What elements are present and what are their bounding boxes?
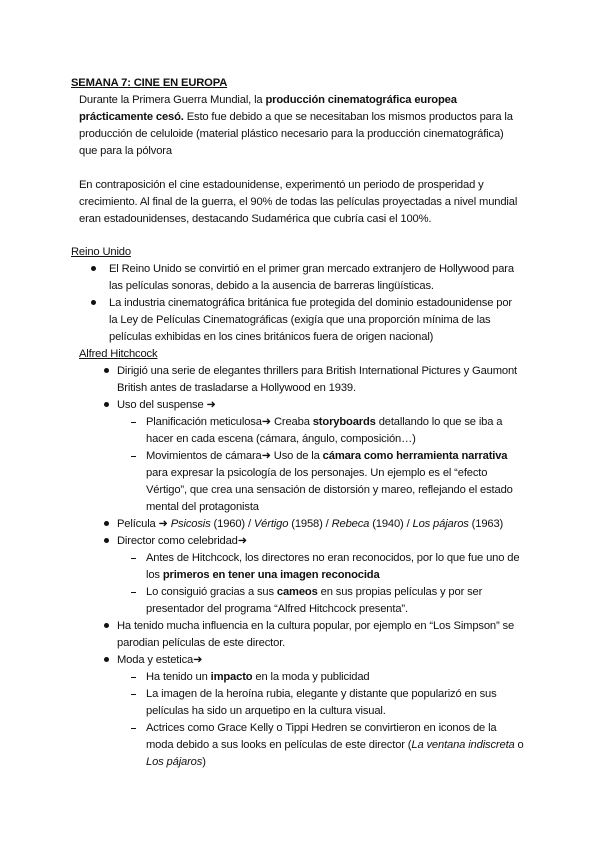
list-item: Los pájaros) <box>146 756 206 768</box>
intro-line: En contraposición el cine estadounidense, experimentó un periodo de prosperidad y <box>79 179 484 191</box>
dash-icon <box>131 677 136 678</box>
list-item: mental del protagonista <box>146 501 259 513</box>
intro-line: que para la pólvora <box>79 145 172 157</box>
dash-icon <box>131 422 136 423</box>
dash-icon <box>131 728 136 729</box>
bullet-icon <box>104 521 109 526</box>
list-item: Ha tenido un impacto en la moda y publicidad <box>146 671 370 683</box>
intro-line: Durante la Primera Guerra Mundial, la producción cinematográfica europea <box>79 94 457 106</box>
list-item: Lo consiguió gracias a sus cameos en sus propias películas y por ser <box>146 586 483 598</box>
list-item: British antes de trasladarse a Hollywood en 1939. <box>117 382 356 394</box>
section-heading-hitchcock: Alfred Hitchcock <box>79 348 158 360</box>
bullet-icon <box>104 623 109 628</box>
list-item: Planificación meticulosa➜ Creaba storyboards detallando lo que se iba a <box>146 416 503 428</box>
bullet-icon <box>104 538 109 543</box>
list-item: Actrices como Grace Kelly o Tippi Hedren se convirtieron en iconos de la <box>146 722 497 734</box>
intro-line: eran estadounidenses, destacando Sudamérica que cubría casi el 100%. <box>79 213 432 225</box>
bullet-icon <box>104 368 109 373</box>
intro-line: prácticamente cesó. Esto fue debido a que se necesitaban los mismos productos para la <box>79 111 513 123</box>
page-title: SEMANA 7: CINE EN EUROPA <box>71 77 228 89</box>
list-item: Director como celebridad➜ <box>117 535 247 547</box>
list-item: Película ➜ Psicosis (1960) / Vértigo (1958) / Rebeca (1940) / Los pájaros (1963) <box>117 518 504 530</box>
list-item: Dirigió una serie de elegantes thrillers para British International Pictures y Gaumont <box>117 365 518 377</box>
list-item: hacer en cada escena (cámara, ángulo, composición…) <box>146 433 416 445</box>
intro-line: crecimiento. Al final de la guerra, el 90% de todas las películas proyectadas a nivel mundial <box>79 196 518 208</box>
list-item: películas ha sido un arquetipo en la cultura visual. <box>146 705 386 717</box>
list-item: para expresar la psicología de los personajes. Un ejemplo es el “efecto <box>146 467 488 479</box>
list-item: La industria cinematográfica británica fue protegida del dominio estadounidense por <box>109 297 512 309</box>
dash-icon <box>131 694 136 695</box>
dash-icon <box>131 558 136 559</box>
list-item: La imagen de la heroína rubia, elegante y distante que popularizó en sus <box>146 688 497 700</box>
bullet-icon <box>104 657 109 662</box>
list-item: presentador del programa “Alfred Hitchcock presenta”. <box>146 603 408 615</box>
list-item: Moda y estetica➜ <box>117 654 203 666</box>
dash-icon <box>131 456 136 457</box>
list-item: Vértigo”, que crea una sensación de distorsión y mareo, reflejando el estado <box>146 484 513 496</box>
bullet-icon <box>91 266 96 271</box>
list-item: la Ley de Películas Cinematográficas (exigía que una proporción mínima de las <box>109 314 491 326</box>
list-item: los primeros en tener una imagen reconocida <box>146 569 380 581</box>
list-item: Movimientos de cámara➜ Uso de la cámara como herramienta narrativa <box>146 450 508 462</box>
bullet-icon <box>104 402 109 407</box>
list-item: películas exhibidas en los cines británicos fuera de origen nacional) <box>109 331 434 343</box>
list-item: Antes de Hitchcock, los directores no eran reconocidos, por lo que fue uno de <box>146 552 520 564</box>
dash-icon <box>131 592 136 593</box>
list-item: las películas sonoras, debido a la ausencia de barreras lingüísticas. <box>109 280 434 292</box>
list-item: parodian películas de este director. <box>117 637 286 649</box>
list-item: Uso del suspense ➜ <box>117 399 216 411</box>
section-heading-reino-unido: Reino Unido <box>71 246 131 258</box>
intro-line: producción de celuloide (material plástico necesario para la producción cinematográfica) <box>79 128 504 140</box>
list-item: Ha tenido mucha influencia en la cultura popular, por ejemplo en “Los Simpson” se <box>117 620 515 632</box>
list-item: moda debido a sus looks en películas de este director (La ventana indiscreta o <box>146 739 524 751</box>
list-item: El Reino Unido se convirtió en el primer gran mercado extranjero de Hollywood para <box>109 263 514 275</box>
bullet-icon <box>91 300 96 305</box>
